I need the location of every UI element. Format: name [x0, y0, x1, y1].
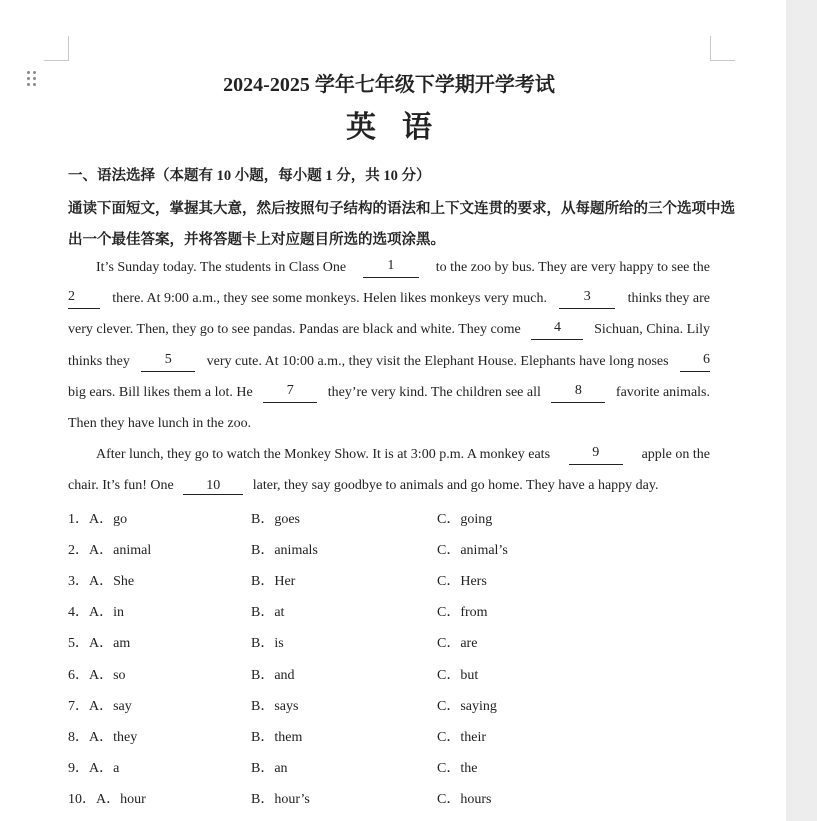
- option-c[interactable]: C．the: [437, 761, 478, 776]
- page-corner-mark-right: [710, 36, 735, 61]
- option-c[interactable]: C．going: [437, 512, 493, 527]
- passage-line-1: It’s Sunday today. The students in Class One 1 to the zoo by bus. They are very happy to see the: [68, 258, 710, 278]
- exam-title: 2024-2025 学年七年级下学期开学考试: [223, 74, 555, 96]
- instruction-line-2: 出一个最佳答案，并将答题卡上对应题目所选的选项涂黑。: [68, 232, 445, 248]
- section-heading: 一、语法选择（本题有 10 小题，每小题 1 分，共 10 分）: [68, 168, 431, 184]
- option-b[interactable]: B．is: [251, 636, 284, 651]
- option-c[interactable]: C．are: [437, 636, 478, 651]
- option-b[interactable]: B．them: [251, 730, 303, 745]
- option-c[interactable]: C．animal’s: [437, 543, 508, 558]
- option-c[interactable]: C．hours: [437, 792, 492, 807]
- blank-5[interactable]: 5: [141, 352, 195, 372]
- subject-title: 英语: [346, 111, 458, 144]
- option-b[interactable]: B．and: [251, 668, 295, 683]
- blank-2[interactable]: 2: [68, 289, 100, 309]
- option-c[interactable]: C．Hers: [437, 574, 487, 589]
- instruction-line-1: 通读下面短文，掌握其大意，然后按照句子结构的语法和上下文连贯的要求，从每题所给的三个选项中选: [68, 201, 735, 217]
- option-b[interactable]: B．at: [251, 605, 285, 620]
- blank-3[interactable]: 3: [559, 289, 615, 309]
- passage-line-3: very clever. Then, they go to see pandas. Pandas are black and white. They come 4 Sichuan, China. Lily: [68, 320, 710, 340]
- option-a[interactable]: A．a: [89, 761, 120, 776]
- blank-1[interactable]: 1: [363, 258, 419, 278]
- option-a[interactable]: A．She: [89, 574, 135, 589]
- option-b[interactable]: B．an: [251, 761, 288, 776]
- option-b[interactable]: B．hour’s: [251, 792, 310, 807]
- passage-line-2: 2 there. At 9:00 a.m., they see some monkeys. Helen likes monkeys very much. 3 thinks they are: [68, 289, 710, 309]
- blank-6[interactable]: 6: [680, 352, 710, 372]
- option-a[interactable]: A．animal: [89, 543, 152, 558]
- passage-line-4: thinks they 5 very cute. At 10:00 a.m., they visit the Elephant House. Elephants have long noses 6: [68, 352, 710, 372]
- blank-7[interactable]: 7: [263, 383, 317, 403]
- option-a[interactable]: A．say: [89, 699, 132, 714]
- option-c[interactable]: C．from: [437, 605, 488, 620]
- option-b[interactable]: B．goes: [251, 512, 300, 527]
- option-b[interactable]: B．animals: [251, 543, 318, 558]
- option-a[interactable]: A．hour: [96, 792, 146, 807]
- blank-4[interactable]: 4: [531, 320, 583, 340]
- option-a[interactable]: A．in: [89, 605, 124, 620]
- passage-line-5: big ears. Bill likes them a lot. He 7 they’re very kind. The children see all 8 favorite animals.: [68, 383, 710, 403]
- blank-8[interactable]: 8: [551, 383, 605, 403]
- option-a[interactable]: A．am: [89, 636, 131, 651]
- blank-9[interactable]: 9: [569, 445, 623, 465]
- option-c[interactable]: C．their: [437, 730, 486, 745]
- option-a[interactable]: A．so: [89, 668, 126, 683]
- page-corner-mark-left: [44, 36, 69, 61]
- option-b[interactable]: B．Her: [251, 574, 296, 589]
- passage-line-6: Then they have lunch in the zoo.: [68, 416, 252, 431]
- blank-10[interactable]: 10: [183, 478, 243, 495]
- passage-line-8: chair. It’s fun! One 10 later, they say goodbye to animals and go home. They have a happy day.: [68, 478, 659, 493]
- option-c[interactable]: C．but: [437, 668, 479, 683]
- option-a[interactable]: A．go: [89, 512, 128, 527]
- option-a[interactable]: A．they: [89, 730, 138, 745]
- option-c[interactable]: C．saying: [437, 699, 497, 714]
- option-b[interactable]: B．says: [251, 699, 299, 714]
- passage-line-7: After lunch, they go to watch the Monkey Show. It is at 3:00 p.m. A monkey eats 9 apple on the: [68, 445, 710, 465]
- window-side-panel: [786, 0, 817, 821]
